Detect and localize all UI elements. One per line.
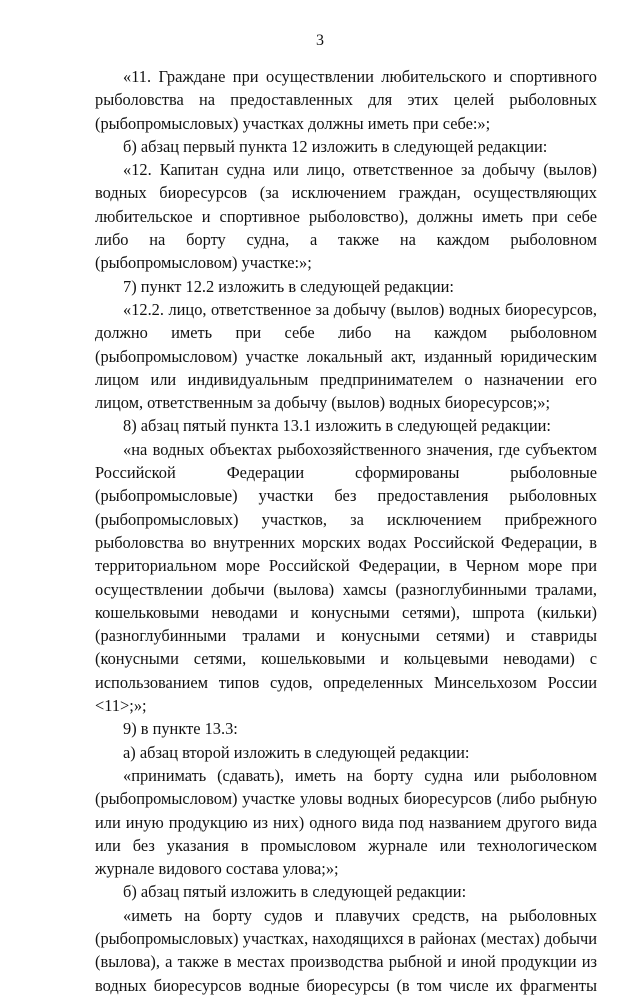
paragraph-12-2-quote: «12.2. лицо, ответственное за добычу (вылов) водных биоресурсов, должно иметь при себе либо на каждом рыболовном (рыбопромысловом) участке локальный акт, изданный юридическим лицом или индивидуальным предпринимателем о назначении его лицом, ответственным за добычу (вылов) водных биоресурсов;»; xyxy=(95,299,597,413)
paragraph-item-8: 8) абзац пятый пункта 13.1 изложить в следующей редакции: xyxy=(123,416,551,436)
paragraph-13-3-fifth-quote: «иметь на борту судов и плавучих средств, на рыболовных (рыбопромысловых) участках, находящихся в районах (местах) добычи (вылова), а также в местах производства рыбной и иной продукции из водных биоресурсов водные биоресурсы (в том числе их фрагменты xyxy=(95,905,597,995)
paragraph-item-9: 9) в пункте 13.3: xyxy=(123,719,238,739)
paragraph-13-3-second-quote: «принимать (сдавать), иметь на борту судна или рыболовном (рыбопромысловом) участке уловы водных биоресурсов (либо рыбную или иную продукцию из них) одного вида под названием другого вида или без указания в промысловом журнале или технологическом журнале видового состава улова;»; xyxy=(95,765,597,879)
paragraph-item-a: а) абзац второй изложить в следующей редакции: xyxy=(123,742,470,762)
page-number: 3 xyxy=(316,32,324,49)
paragraph-item-7: 7) пункт 12.2 изложить в следующей редакции: xyxy=(123,276,454,296)
paragraph-11-quote: «11. Граждане при осуществлении любительского и спортивного рыболовства на предоставленных для этих целей рыболовных (рыбопромысловых) участках должны иметь при себе:»; xyxy=(95,67,597,133)
paragraph-item-b-12: б) абзац первый пункта 12 изложить в следующей редакции: xyxy=(123,136,548,156)
document-body xyxy=(95,65,597,997)
paragraph-13-1-quote: «на водных объектах рыбохозяйственного значения, где субъектом Российской Федерации сформированы рыболовные (рыбопромысловые) участки без предоставления рыболовных (рыбопромысловых) участков, за исключением прибрежного рыболовства во внутренних морских водах Российской Федерации, в территориальном море Российской Федерации, в Черном море при осуществлении добычи (вылова) хамсы (разноглубинными тралами, кошельковыми неводами и конусными сетями), шпрота (кильки) (разноглубинными тралами и конусными сетями) и ставриды (конусными сетями, кошельковыми и кольцевыми неводами) с использованием типов судов, определенных Минсельхозом России <11>;»; xyxy=(95,439,597,716)
paragraph-item-b-fifth: б) абзац пятый изложить в следующей редакции: xyxy=(123,882,467,902)
paragraph-12-quote: «12. Капитан судна или лицо, ответственное за добычу (вылов) водных биоресурсов (за исключением граждан, осуществляющих любительское и спортивное рыболовство), должны иметь при себе либо на борту судна, а также на каждом рыболовном (рыбопромысловом) участке:»; xyxy=(95,160,597,273)
